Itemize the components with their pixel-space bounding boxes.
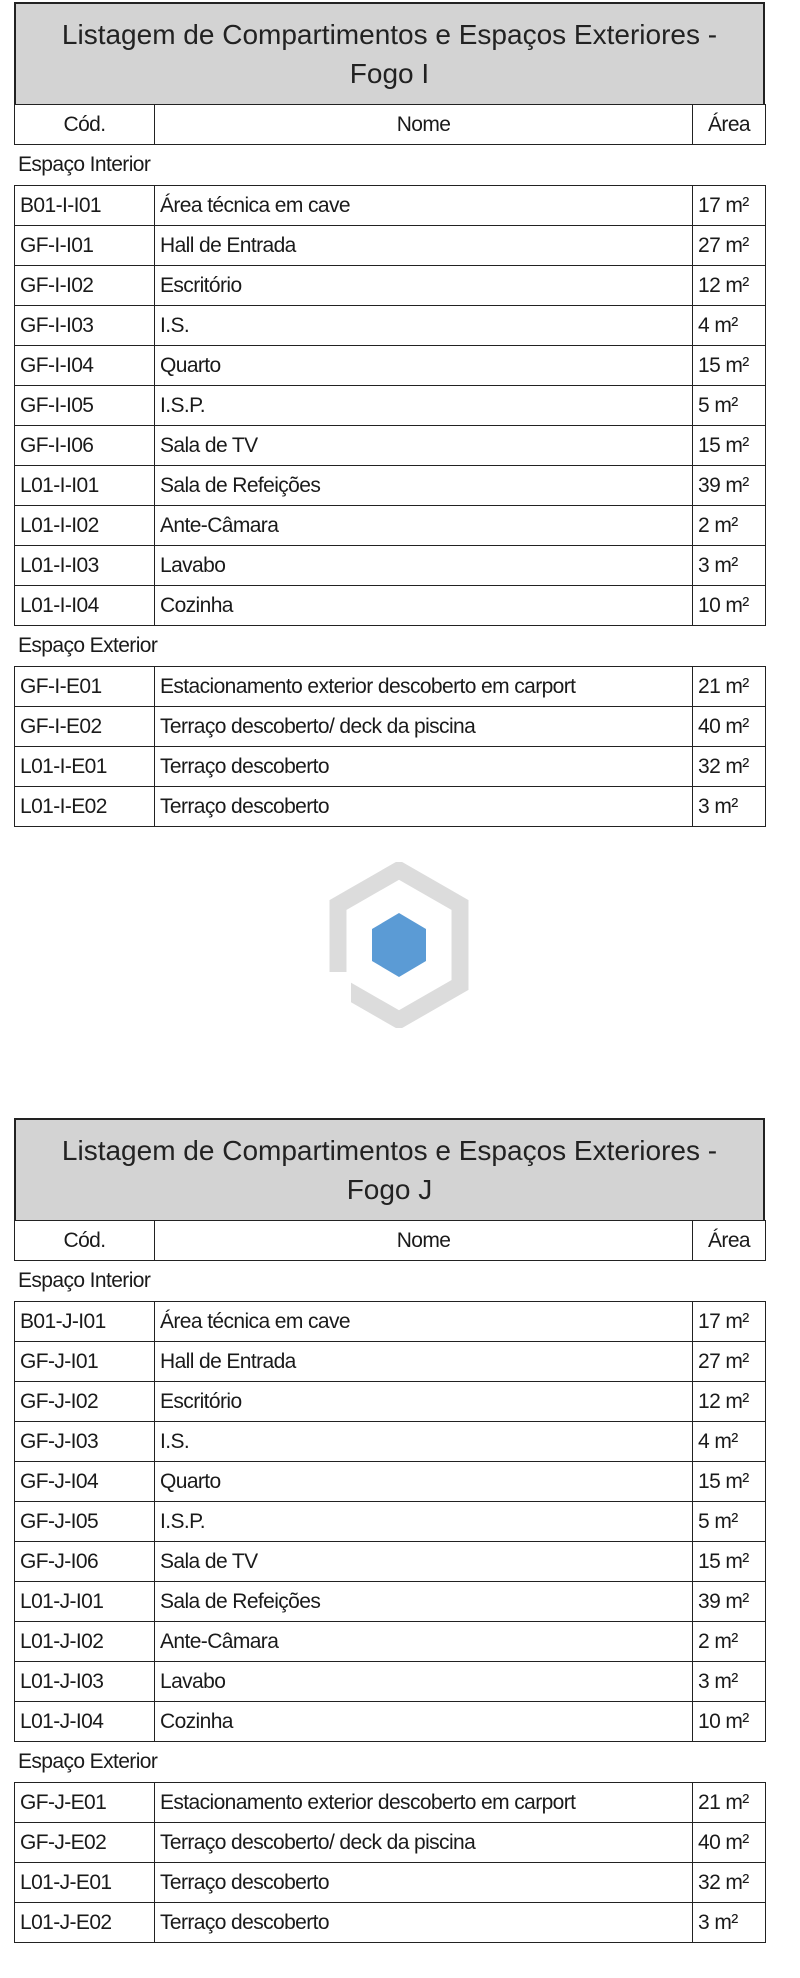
cell-nome: Cozinha [155, 1702, 693, 1742]
cell-cod: L01-I-I01 [15, 466, 155, 506]
header-table [14, 104, 766, 145]
table-row [15, 1582, 766, 1622]
cell-cod: GF-I-I01 [15, 226, 155, 266]
cell-nome: Estacionamento exterior descoberto em carport [155, 667, 693, 707]
cell-nome: Terraço descoberto/ deck da piscina [155, 707, 693, 747]
title-line-2: Fogo J [346, 1174, 433, 1205]
cell-nome: Quarto [155, 346, 693, 386]
schedule-fogo-j [14, 1118, 765, 1943]
cell-area: 40 m² [693, 1823, 766, 1863]
table-row [15, 546, 766, 586]
cell-cod: L01-I-E02 [15, 787, 155, 827]
table-row [15, 1823, 766, 1863]
cell-nome: Terraço descoberto [155, 787, 693, 827]
table-row [15, 1622, 766, 1662]
cell-nome: Sala de Refeições [155, 1582, 693, 1622]
table-row [15, 346, 766, 386]
cell-cod: B01-J-I01 [15, 1302, 155, 1342]
cell-area: 3 m² [693, 546, 766, 586]
cell-nome: Lavabo [155, 1662, 693, 1702]
table-row [15, 1462, 766, 1502]
cell-cod: GF-J-I01 [15, 1342, 155, 1382]
cell-cod: L01-J-I02 [15, 1622, 155, 1662]
cell-nome: Área técnica em cave [155, 1302, 693, 1342]
cell-cod: L01-J-E01 [15, 1863, 155, 1903]
cell-cod: L01-J-I04 [15, 1702, 155, 1742]
table-row [15, 1783, 766, 1823]
cell-cod: GF-I-I06 [15, 426, 155, 466]
cell-area: 15 m² [693, 1462, 766, 1502]
table-row [15, 186, 766, 226]
section-label-exterior: Espaço Exterior [18, 1750, 158, 1773]
section-label-interior: Espaço Interior [18, 153, 151, 176]
cell-area: 15 m² [693, 426, 766, 466]
cell-area: 3 m² [693, 1903, 766, 1943]
cell-cod: GF-J-E01 [15, 1783, 155, 1823]
cell-cod: GF-I-I03 [15, 306, 155, 346]
cell-nome: Ante-Câmara [155, 506, 693, 546]
cell-area: 3 m² [693, 1662, 766, 1702]
cell-area: 39 m² [693, 1582, 766, 1622]
title-line-1: Listagem de Compartimentos e Espaços Exteriores - [61, 1135, 718, 1166]
cell-area: 12 m² [693, 266, 766, 306]
header-row [15, 1221, 766, 1261]
table-row [15, 707, 766, 747]
cell-nome: Terraço descoberto [155, 747, 693, 787]
cell-area: 4 m² [693, 1422, 766, 1462]
section-label-interior: Espaço Interior [18, 1269, 151, 1292]
table-row [15, 466, 766, 506]
cell-area: 5 m² [693, 386, 766, 426]
cell-cod: L01-J-I01 [15, 1582, 155, 1622]
cell-area: 15 m² [693, 346, 766, 386]
schedule-fogo-i [14, 2, 765, 827]
table-row [15, 506, 766, 546]
table-row [15, 386, 766, 426]
cell-area: 2 m² [693, 1622, 766, 1662]
cell-area: 27 m² [693, 226, 766, 266]
cell-nome: I.S.P. [155, 386, 693, 426]
header-nome: Nome [155, 105, 693, 145]
cell-cod: L01-I-I02 [15, 506, 155, 546]
table-row [15, 1342, 766, 1382]
table-row [15, 1863, 766, 1903]
header-nome: Nome [155, 1221, 693, 1261]
cell-area: 40 m² [693, 707, 766, 747]
cell-area: 32 m² [693, 1863, 766, 1903]
cell-cod: GF-J-I05 [15, 1502, 155, 1542]
cell-area: 15 m² [693, 1542, 766, 1582]
cell-cod: GF-J-E02 [15, 1823, 155, 1863]
cell-nome: Hall de Entrada [155, 226, 693, 266]
cell-nome: Cozinha [155, 586, 693, 626]
cell-cod: L01-I-E01 [15, 747, 155, 787]
cell-nome: Ante-Câmara [155, 1622, 693, 1662]
cell-nome: Terraço descoberto [155, 1903, 693, 1943]
cell-nome: Hall de Entrada [155, 1342, 693, 1382]
table-row [15, 1662, 766, 1702]
cell-area: 32 m² [693, 747, 766, 787]
table-row [15, 1542, 766, 1582]
table-row [15, 1702, 766, 1742]
title-line-2: Fogo I [349, 58, 430, 89]
cell-cod: GF-J-I06 [15, 1542, 155, 1582]
cell-area: 12 m² [693, 1382, 766, 1422]
table-row [15, 1903, 766, 1943]
exterior-table [14, 666, 766, 827]
cell-nome: Escritório [155, 266, 693, 306]
cell-area: 21 m² [693, 667, 766, 707]
table-row [15, 266, 766, 306]
cell-nome: I.S. [155, 1422, 693, 1462]
cell-area: 5 m² [693, 1502, 766, 1542]
cell-area: 2 m² [693, 506, 766, 546]
table-row [15, 306, 766, 346]
cell-area: 4 m² [693, 306, 766, 346]
cell-area: 17 m² [693, 1302, 766, 1342]
header-area: Área [693, 1221, 766, 1261]
cell-cod: GF-I-I02 [15, 266, 155, 306]
cell-nome: I.S.P. [155, 1502, 693, 1542]
cell-area: 17 m² [693, 186, 766, 226]
table-row [15, 586, 766, 626]
header-area: Área [693, 105, 766, 145]
cell-area: 10 m² [693, 586, 766, 626]
cell-area: 10 m² [693, 1702, 766, 1742]
cell-nome: Sala de TV [155, 1542, 693, 1582]
cell-cod: L01-J-I03 [15, 1662, 155, 1702]
table-row [15, 747, 766, 787]
header-cod: Cód. [15, 1221, 155, 1261]
interior-table [14, 185, 766, 626]
header-table [14, 1220, 766, 1261]
cell-cod: GF-I-E01 [15, 667, 155, 707]
interior-table [14, 1301, 766, 1742]
cell-cod: GF-I-I04 [15, 346, 155, 386]
table-row [15, 226, 766, 266]
cell-nome: Quarto [155, 1462, 693, 1502]
header-cod: Cód. [15, 105, 155, 145]
cell-cod: GF-J-I03 [15, 1422, 155, 1462]
cell-area: 39 m² [693, 466, 766, 506]
cell-cod: GF-I-I05 [15, 386, 155, 426]
header-row [15, 105, 766, 145]
table-row [15, 787, 766, 827]
cell-nome: Sala de Refeições [155, 466, 693, 506]
exterior-table [14, 1782, 766, 1943]
section-label-exterior: Espaço Exterior [18, 634, 158, 657]
title-line-1: Listagem de Compartimentos e Espaços Exteriores - [61, 19, 718, 50]
cell-cod: L01-J-E02 [15, 1903, 155, 1943]
hexagon-p-logo-icon [325, 862, 473, 1028]
table-row [15, 1302, 766, 1342]
cell-area: 21 m² [693, 1783, 766, 1823]
cell-nome: Lavabo [155, 546, 693, 586]
cell-nome: Estacionamento exterior descoberto em carport [155, 1783, 693, 1823]
cell-cod: GF-J-I04 [15, 1462, 155, 1502]
cell-nome: I.S. [155, 306, 693, 346]
table-row [15, 667, 766, 707]
table-row [15, 1422, 766, 1462]
cell-cod: L01-I-I04 [15, 586, 155, 626]
cell-cod: GF-I-E02 [15, 707, 155, 747]
cell-nome: Terraço descoberto/ deck da piscina [155, 1823, 693, 1863]
schedule-title [14, 1118, 765, 1220]
schedule-title [14, 2, 765, 104]
cell-cod: L01-I-I03 [15, 546, 155, 586]
cell-area: 3 m² [693, 787, 766, 827]
cell-cod: GF-J-I02 [15, 1382, 155, 1422]
cell-area: 27 m² [693, 1342, 766, 1382]
cell-nome: Terraço descoberto [155, 1863, 693, 1903]
table-row [15, 1502, 766, 1542]
table-row [15, 426, 766, 466]
cell-nome: Área técnica em cave [155, 186, 693, 226]
cell-nome: Escritório [155, 1382, 693, 1422]
table-row [15, 1382, 766, 1422]
cell-nome: Sala de TV [155, 426, 693, 466]
cell-cod: B01-I-I01 [15, 186, 155, 226]
